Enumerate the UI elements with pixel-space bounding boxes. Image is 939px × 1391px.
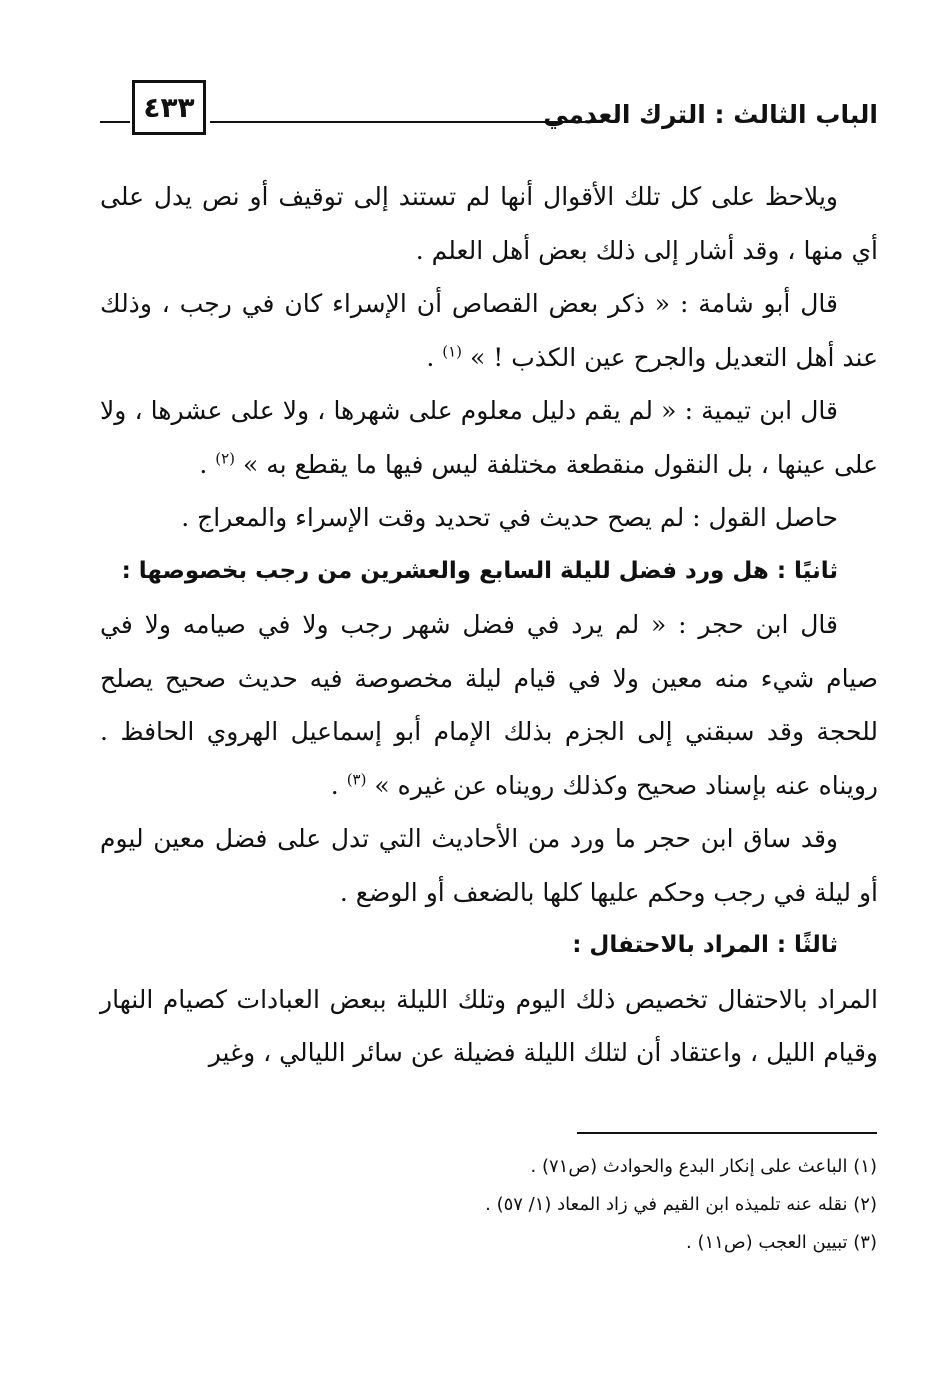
section-heading-third: ثالثًا : المراد بالاحتفال : (572, 932, 838, 958)
paragraph-summary: حاصل القول : لم يصح حديث في تحديد وقت الإسراء والمعراج . (181, 503, 838, 532)
page-header (100, 78, 878, 138)
paragraph-ibn-hajar-hadiths: وقد ساق ابن حجر ما ورد من الأحاديث التي تدل على فضل معين ليوم أو ليلة في رجب وحكم عليها كلها بالضعف أو الوضع . (100, 824, 878, 907)
page-number: ٤٣٣ (132, 80, 206, 135)
footnote-3: (٣) تبيين العجب (ص١١) . (686, 1232, 877, 1253)
paragraph-ibn-hajar: قال ابن حجر : « لم يرد في فضل شهر رجب ولا في صيامه ولا في صيام شيء منه معين ولا في قيام ليلة مخصوصة فيه حديث صحيح يصلح للحجة وقد سبقني إلى الجزم بذلك الإمام أبو إسماعيل الهروي الحافظ . رويناه عنه بإسناد صحيح وكذلك رويناه عن غيره » $^{(٣)}$ . (100, 610, 878, 800)
footnote-separator (577, 1132, 877, 1134)
paragraph-abu-shama: قال أبو شامة : « ذكر بعض القصاص أن الإسراء كان في رجب ، وذلك عند أهل التعديل والجرح عين الكذب ! » $^{(١)}$ . (100, 289, 878, 372)
footnotes (101, 1148, 877, 1262)
header-rule-left (100, 121, 130, 123)
footnote-ref-2: (٢) (215, 449, 235, 468)
footnote-ref-3: (٣) (346, 770, 367, 789)
footnote-2: (٢) نقله عنه تلميذه ابن القيم في زاد المعاد (١/ ٥٧) . (485, 1194, 877, 1215)
chapter-title: الباب الثالث : الترك العدمي (543, 100, 878, 129)
paragraph-ibn-taymiyya: قال ابن تيمية : « لم يقم دليل معلوم على شهرها ، ولا على عشرها ، ولا على عينها ، بل النقول منقطعة مختلفة ليس فيها ما يقطع به » $^{(٢)}$ . (100, 396, 878, 479)
footnote-ref-1: (١) (442, 342, 463, 361)
body-text (100, 170, 878, 1080)
paragraph-intro: ويلاحظ على كل تلك الأقوال أنها لم تستند إلى توقيف أو نص يدل على أي منها ، وقد أشار إلى ذلك بعض أهل العلم . (100, 182, 878, 265)
section-heading-second: ثانيًا : هل ورد فضل لليلة السابع والعشرين من رجب بخصوصها : (121, 557, 838, 584)
footnote-1: (١) الباعث على إنكار البدع والحوادث (ص٧١) . (530, 1156, 877, 1177)
paragraph-celebration-meaning: المراد بالاحتفال تخصيص ذلك اليوم وتلك الليلة ببعض العبادات كصيام النهار وقيام الليل ، واعتقاد أن لتلك الليلة فضيلة عن سائر الليالي ، وغير (100, 984, 878, 1067)
